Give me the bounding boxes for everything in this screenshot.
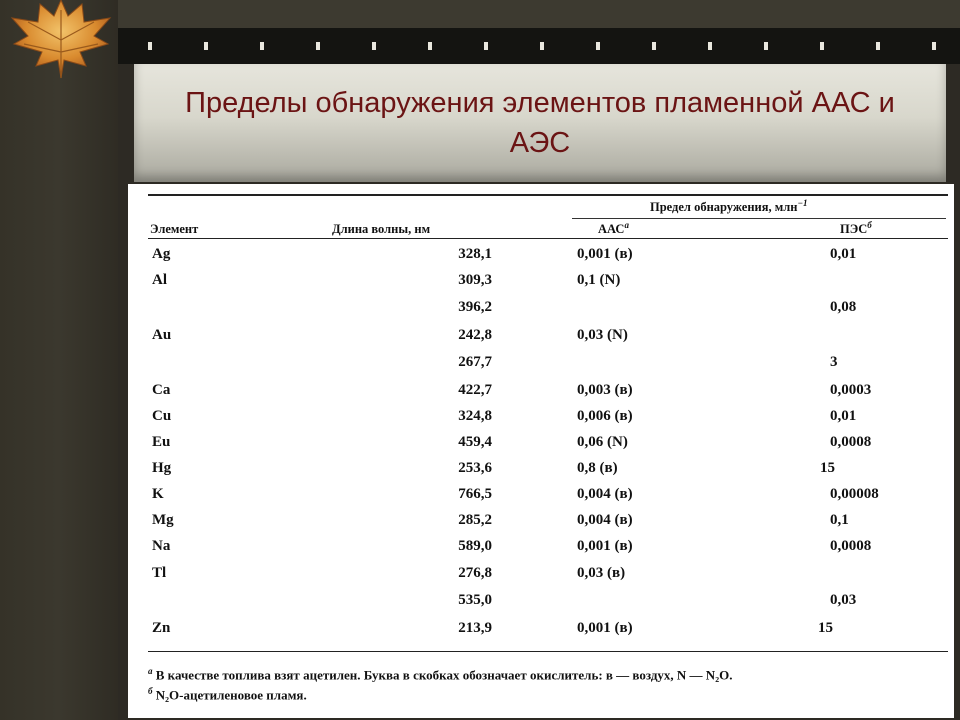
film-strip-border: [118, 28, 960, 64]
cell-aas: 0,001 (в): [577, 538, 633, 554]
table-row: [128, 382, 954, 408]
header-aes-label: ПЭС: [840, 222, 868, 237]
cell-aes: 0,01: [830, 408, 857, 424]
table-row: [128, 460, 954, 486]
cell-wavelength: 253,6: [458, 460, 492, 476]
cell-wavelength: 324,8: [458, 408, 492, 424]
cell-aes: 3: [830, 354, 838, 370]
title-box: [134, 64, 946, 182]
cell-aes: 15: [818, 620, 833, 636]
cell-aas: 0,001 (в): [577, 620, 633, 636]
table-row: [128, 565, 954, 591]
cell-aes: 0,03: [830, 592, 857, 608]
cell-aes: 0,00008: [830, 486, 879, 502]
cell-aas: 0,8 (в): [577, 460, 618, 476]
cell-wavelength: 766,5: [458, 486, 492, 502]
table-row: [128, 272, 954, 298]
scanned-table: [128, 184, 954, 718]
cell-wavelength: 213,9: [458, 620, 492, 636]
header-detection-limit-sup: −1: [797, 198, 808, 208]
cell-aes: 0,0003: [830, 382, 872, 398]
cell-element: Ag: [152, 246, 171, 262]
top-decorative-band: [118, 0, 960, 28]
footnote-a-mark: а: [148, 666, 153, 676]
table-row: [128, 434, 954, 460]
cell-element: Cu: [152, 408, 172, 424]
cell-aas: 0,06 (N): [577, 434, 628, 450]
header-bottom-rule: [148, 238, 948, 239]
footnote-b-mark: б: [148, 686, 153, 696]
footnote-b: [148, 686, 307, 703]
footnote-b-text: N₂O-ацетиленовое пламя.: [155, 687, 307, 703]
footnote-a: [148, 666, 732, 683]
cell-element: Al: [152, 272, 167, 288]
header-group-rule: [572, 218, 946, 219]
cell-element: Na: [152, 538, 171, 554]
cell-wavelength: 396,2: [458, 299, 492, 315]
cell-aas: 0,003 (в): [577, 382, 633, 398]
cell-wavelength: 328,1: [458, 246, 492, 262]
cell-element: Eu: [152, 434, 171, 450]
cell-element: K: [152, 486, 164, 502]
table-top-rule: [148, 194, 948, 196]
table-row: [128, 299, 954, 325]
footnote-a-text: В качестве топлива взят ацетилен. Буква в скобках обозначает окислитель: в — воздух, N — N₂O.: [155, 667, 733, 683]
cell-wavelength: 276,8: [458, 565, 492, 581]
cell-aes: 0,0008: [830, 538, 872, 554]
maple-leaf-icon: [6, 0, 116, 80]
table-row: [128, 592, 954, 618]
cell-wavelength: 309,3: [458, 272, 492, 288]
cell-wavelength: 459,4: [458, 434, 492, 450]
cell-wavelength: 242,8: [458, 327, 492, 343]
header-detection-limit: [650, 198, 807, 215]
cell-aes: 15: [820, 460, 835, 476]
cell-aes: 0,0008: [830, 434, 872, 450]
cell-aes: 0,08: [830, 299, 857, 315]
left-decorative-band: [0, 0, 118, 720]
header-aes-sup: б: [867, 220, 872, 230]
cell-aas: 0,001 (в): [577, 246, 633, 262]
cell-element: Hg: [152, 460, 172, 476]
table-row: [128, 354, 954, 380]
cell-aas: 0,006 (в): [577, 408, 633, 424]
table-row: [128, 246, 954, 272]
cell-element: Ca: [152, 382, 171, 398]
table-row: [128, 408, 954, 434]
cell-element: Mg: [152, 512, 174, 528]
cell-wavelength: 422,7: [458, 382, 492, 398]
cell-wavelength: 285,2: [458, 512, 492, 528]
cell-wavelength: 535,0: [458, 592, 492, 608]
cell-aas: 0,1 (N): [577, 272, 621, 288]
table-row: [128, 620, 954, 646]
cell-element: Au: [152, 327, 172, 343]
header-aes: [840, 220, 872, 237]
cell-aas: 0,004 (в): [577, 486, 633, 502]
cell-aes: 0,1: [830, 512, 849, 528]
table-row: [128, 327, 954, 353]
cell-aas: 0,004 (в): [577, 512, 633, 528]
table-bottom-rule: [148, 651, 948, 652]
header-detection-limit-label: Предел обнаружения, млн: [650, 200, 798, 215]
cell-element: Tl: [152, 565, 167, 581]
header-aas-label: ААС: [598, 222, 625, 237]
table-row: [128, 538, 954, 564]
cell-aas: 0,03 (в): [577, 565, 626, 581]
header-element: Элемент: [150, 222, 199, 236]
table-row: [128, 512, 954, 538]
slide-title: Пределы обнаружения элементов пламенной ААС и АЭС: [185, 87, 895, 159]
table-row: [128, 486, 954, 512]
cell-aes: 0,01: [830, 246, 857, 262]
cell-element: Zn: [152, 620, 171, 636]
cell-wavelength: 589,0: [458, 538, 492, 554]
header-wavelength: Длина волны, нм: [332, 222, 431, 236]
cell-wavelength: 267,7: [458, 354, 492, 370]
cell-aas: 0,03 (N): [577, 327, 628, 343]
header-aas-sup: а: [624, 220, 629, 230]
header-aas: [598, 220, 629, 237]
